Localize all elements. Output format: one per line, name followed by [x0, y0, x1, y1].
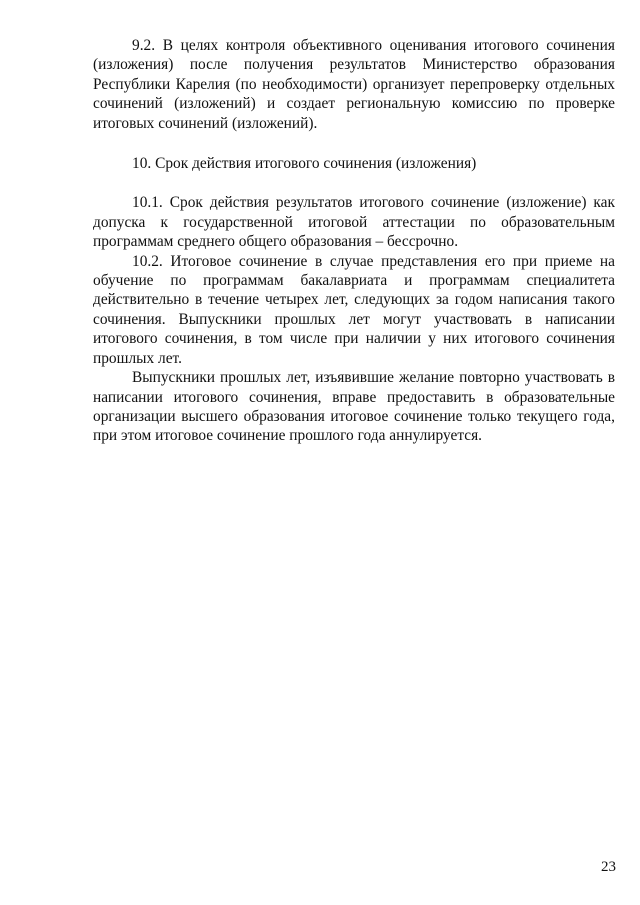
paragraph-10-2: 10.2. Итоговое сочинение в случае представления его при приеме на обучение по программам бакалавриата и программам специалитета действительно в течение четырех лет, следующих за годом написания такого сочинения. Выпускники прошлых лет могут участвовать в написании итогового сочинения, в том числе при наличии у них итогового сочинения прошлых лет.	[93, 252, 615, 367]
paragraph-9-2: 9.2. В целях контроля объективного оценивания итогового сочинения (изложения) после получения результатов Министерство образования Республики Карелия (по необходимости) организует перепроверку отдельных сочинений (изложений) и создает региональную комиссию по проверке итоговых сочинений (изложений).	[93, 37, 615, 132]
section-heading: 10. Срок действия итогового сочинения (изложения)	[132, 155, 477, 173]
paragraph-10-1: 10.1. Срок действия результатов итогового сочинение (изложение) как допуска к государственной итоговой аттестации по образовательным программам среднего общего образования – бессрочно.	[93, 194, 615, 251]
document-body	[93, 36, 615, 446]
page-number: 23	[601, 859, 616, 875]
paragraph-graduates: Выпускники прошлых лет, изъявившие желание повторно участвовать в написании итогового сочинения, вправе предоставить в образовательные организации высшего образования итоговое сочинение только текущего года, при этом итоговое сочинение прошлого года аннулируется.	[93, 369, 615, 445]
